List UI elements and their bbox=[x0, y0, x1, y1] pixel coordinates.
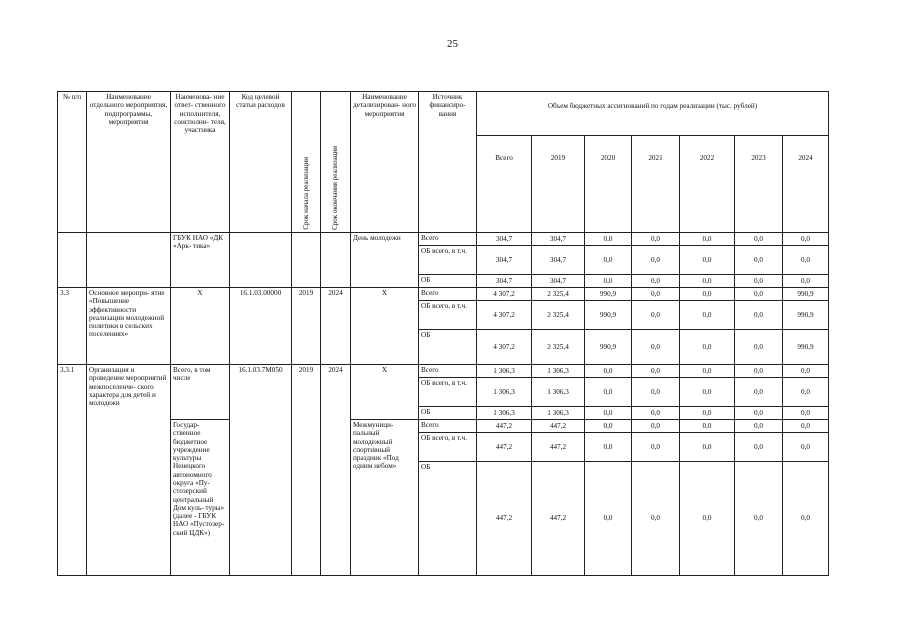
name-cell: Организация и проведение мероприятий межпоселенче- ского характера для детей и молодежи bbox=[87, 365, 171, 576]
value-cell: 0,0 bbox=[680, 420, 735, 433]
value-cell: 0,0 bbox=[680, 301, 735, 330]
source-cell: ОБ bbox=[419, 462, 477, 576]
value-cell: 2 325,4 bbox=[532, 330, 585, 365]
value-cell: 0,0 bbox=[735, 407, 783, 420]
value-cell: 1 306,3 bbox=[477, 365, 532, 378]
value-cell: 0,0 bbox=[632, 246, 680, 275]
value-cell: 0,0 bbox=[783, 420, 829, 433]
value-cell: 304,7 bbox=[477, 275, 532, 288]
source-cell: ОБ всего, в т.ч. bbox=[419, 433, 477, 462]
value-cell: 1 306,3 bbox=[477, 407, 532, 420]
value-cell: 0,0 bbox=[735, 275, 783, 288]
source-cell: ОБ bbox=[419, 330, 477, 365]
value-cell: 0,0 bbox=[680, 462, 735, 576]
value-cell: 0,0 bbox=[680, 365, 735, 378]
value-cell: 447,2 bbox=[477, 420, 532, 433]
source-cell: ОБ всего, в т.ч. bbox=[419, 378, 477, 407]
value-cell: 0,0 bbox=[632, 365, 680, 378]
value-cell: 4 307,2 bbox=[477, 301, 532, 330]
value-cell: 447,2 bbox=[532, 420, 585, 433]
value-cell: 304,7 bbox=[477, 246, 532, 275]
source-cell: ОБ bbox=[419, 407, 477, 420]
value-cell: 0,0 bbox=[783, 246, 829, 275]
value-cell: 0,0 bbox=[783, 365, 829, 378]
code-cell: 16.1.03.7М050 bbox=[230, 365, 292, 576]
value-cell: 0,0 bbox=[783, 407, 829, 420]
value-cell: 990,9 bbox=[585, 301, 632, 330]
value-cell: 0,0 bbox=[783, 462, 829, 576]
detail-cell: Х bbox=[351, 365, 419, 420]
value-cell: 0,0 bbox=[585, 365, 632, 378]
header-year: 2023 bbox=[735, 136, 783, 233]
value-cell: 0,0 bbox=[632, 433, 680, 462]
source-cell: Всего bbox=[419, 288, 477, 301]
value-cell: 447,2 bbox=[532, 433, 585, 462]
value-cell: 0,0 bbox=[632, 330, 680, 365]
value-cell: 0,0 bbox=[585, 433, 632, 462]
value-cell: 0,0 bbox=[735, 246, 783, 275]
header-source: Источник финансиро- вания bbox=[419, 92, 477, 233]
header-executor: Наименова- ние ответ- ственного исполнителя, соисполни- теля, участника bbox=[171, 92, 230, 233]
value-cell: 4 307,2 bbox=[477, 288, 532, 301]
value-cell: 447,2 bbox=[477, 462, 532, 576]
header-num: № п/п bbox=[58, 92, 87, 233]
row-number: 3.3.1 bbox=[58, 365, 87, 576]
value-cell: 2 325,4 bbox=[532, 288, 585, 301]
value-cell: 0,0 bbox=[680, 288, 735, 301]
value-cell: 990,9 bbox=[783, 288, 829, 301]
value-cell: 0,0 bbox=[735, 330, 783, 365]
value-cell: 447,2 bbox=[477, 433, 532, 462]
header-year: 2019 bbox=[532, 136, 585, 233]
value-cell: 0,0 bbox=[680, 233, 735, 246]
value-cell: 990,9 bbox=[585, 288, 632, 301]
value-cell: 0,0 bbox=[585, 407, 632, 420]
header-name: Наименование отдельного мероприятия, подпрограммы, мероприятия bbox=[87, 92, 171, 233]
value-cell: 990,9 bbox=[585, 330, 632, 365]
header-year: Всего bbox=[477, 136, 532, 233]
value-cell: 0,0 bbox=[680, 330, 735, 365]
value-cell: 1 306,3 bbox=[532, 407, 585, 420]
value-cell: 0,0 bbox=[735, 301, 783, 330]
value-cell: 0,0 bbox=[735, 378, 783, 407]
value-cell: 0,0 bbox=[783, 233, 829, 246]
header-year: 2022 bbox=[680, 136, 735, 233]
value-cell: 304,7 bbox=[477, 233, 532, 246]
value-cell: 0,0 bbox=[680, 246, 735, 275]
value-cell: 0,0 bbox=[735, 433, 783, 462]
start-cell: 2019 bbox=[292, 288, 321, 365]
value-cell: 0,0 bbox=[585, 233, 632, 246]
detail-cell: День молодежи bbox=[351, 233, 419, 288]
value-cell: 990,9 bbox=[783, 330, 829, 365]
executor-cell: Х bbox=[171, 288, 230, 365]
value-cell: 0,0 bbox=[585, 378, 632, 407]
value-cell: 0,0 bbox=[783, 378, 829, 407]
source-cell: Всего bbox=[419, 420, 477, 433]
value-cell: 0,0 bbox=[632, 462, 680, 576]
value-cell: 0,0 bbox=[783, 433, 829, 462]
header-year: 2020 bbox=[585, 136, 632, 233]
value-cell: 0,0 bbox=[585, 420, 632, 433]
value-cell: 0,0 bbox=[632, 288, 680, 301]
value-cell: 0,0 bbox=[585, 462, 632, 576]
detail-cell: Х bbox=[351, 288, 419, 365]
value-cell: 0,0 bbox=[680, 378, 735, 407]
value-cell: 0,0 bbox=[680, 407, 735, 420]
source-cell: ОБ всего, в т.ч. bbox=[419, 301, 477, 330]
detail-cell: Межмуници- пальный молодежный спортивный праздник «Под одним небом» bbox=[351, 420, 419, 576]
value-cell: 0,0 bbox=[632, 275, 680, 288]
row-number: 3.3 bbox=[58, 288, 87, 365]
value-cell: 0,0 bbox=[585, 275, 632, 288]
value-cell: 0,0 bbox=[632, 301, 680, 330]
value-cell: 304,7 bbox=[532, 246, 585, 275]
value-cell: 0,0 bbox=[680, 433, 735, 462]
end-cell: 2024 bbox=[321, 365, 351, 576]
value-cell: 4 307,2 bbox=[477, 330, 532, 365]
value-cell: 1 306,3 bbox=[532, 365, 585, 378]
name-cell: Основное меропри- ятие «Повышение эффективности реализации молодежной политики в сельских поселениях» bbox=[87, 288, 171, 365]
value-cell: 1 306,3 bbox=[477, 378, 532, 407]
source-cell: ОБ всего, в т.ч. bbox=[419, 246, 477, 275]
source-cell: Всего bbox=[419, 365, 477, 378]
value-cell: 0,0 bbox=[735, 420, 783, 433]
value-cell: 0,0 bbox=[735, 462, 783, 576]
value-cell: 0,0 bbox=[632, 233, 680, 246]
executor-cell: Всего, в том числе bbox=[171, 365, 230, 420]
executor-cell: ГБУК НАО «ДК «Арк- тика» bbox=[171, 233, 230, 288]
end-cell: 2024 bbox=[321, 288, 351, 365]
start-cell: 2019 bbox=[292, 365, 321, 576]
value-cell: 0,0 bbox=[585, 246, 632, 275]
source-cell: ОБ bbox=[419, 275, 477, 288]
value-cell: 447,2 bbox=[532, 462, 585, 576]
source-cell: Всего bbox=[419, 233, 477, 246]
header-code: Код целевой статьи расходов bbox=[230, 92, 292, 233]
header-start: Срок начала реализации bbox=[292, 92, 321, 233]
value-cell: 0,0 bbox=[735, 233, 783, 246]
header-detail: Наименование детализирован- ного мероприятия bbox=[351, 92, 419, 233]
value-cell: 0,0 bbox=[783, 275, 829, 288]
page-number: 25 bbox=[447, 38, 458, 50]
value-cell: 0,0 bbox=[632, 420, 680, 433]
value-cell: 304,7 bbox=[532, 275, 585, 288]
value-cell: 990,9 bbox=[783, 301, 829, 330]
header-end: Срок окончания реализации bbox=[321, 92, 351, 233]
value-cell: 1 306,3 bbox=[532, 378, 585, 407]
value-cell: 0,0 bbox=[735, 365, 783, 378]
header-year: 2021 bbox=[632, 136, 680, 233]
code-cell: 16.1.03.00000 bbox=[230, 288, 292, 365]
value-cell: 0,0 bbox=[680, 275, 735, 288]
header-year: 2024 bbox=[783, 136, 829, 233]
header-volume: Объем бюджетных ассигнований по годам реализации (тыс. рублей) bbox=[477, 92, 829, 136]
value-cell: 2 325,4 bbox=[532, 301, 585, 330]
value-cell: 0,0 bbox=[632, 378, 680, 407]
value-cell: 0,0 bbox=[735, 288, 783, 301]
budget-table bbox=[57, 91, 829, 576]
executor-cell: Государ- ственное бюджетное учреждение культуры Ненецкого автономного округа «Пу- стозерский центральный Дом куль- туры» (далее - ГБУК НАО «Пустозер- ский ЦДК») bbox=[171, 420, 230, 576]
value-cell: 0,0 bbox=[632, 407, 680, 420]
value-cell: 304,7 bbox=[532, 233, 585, 246]
